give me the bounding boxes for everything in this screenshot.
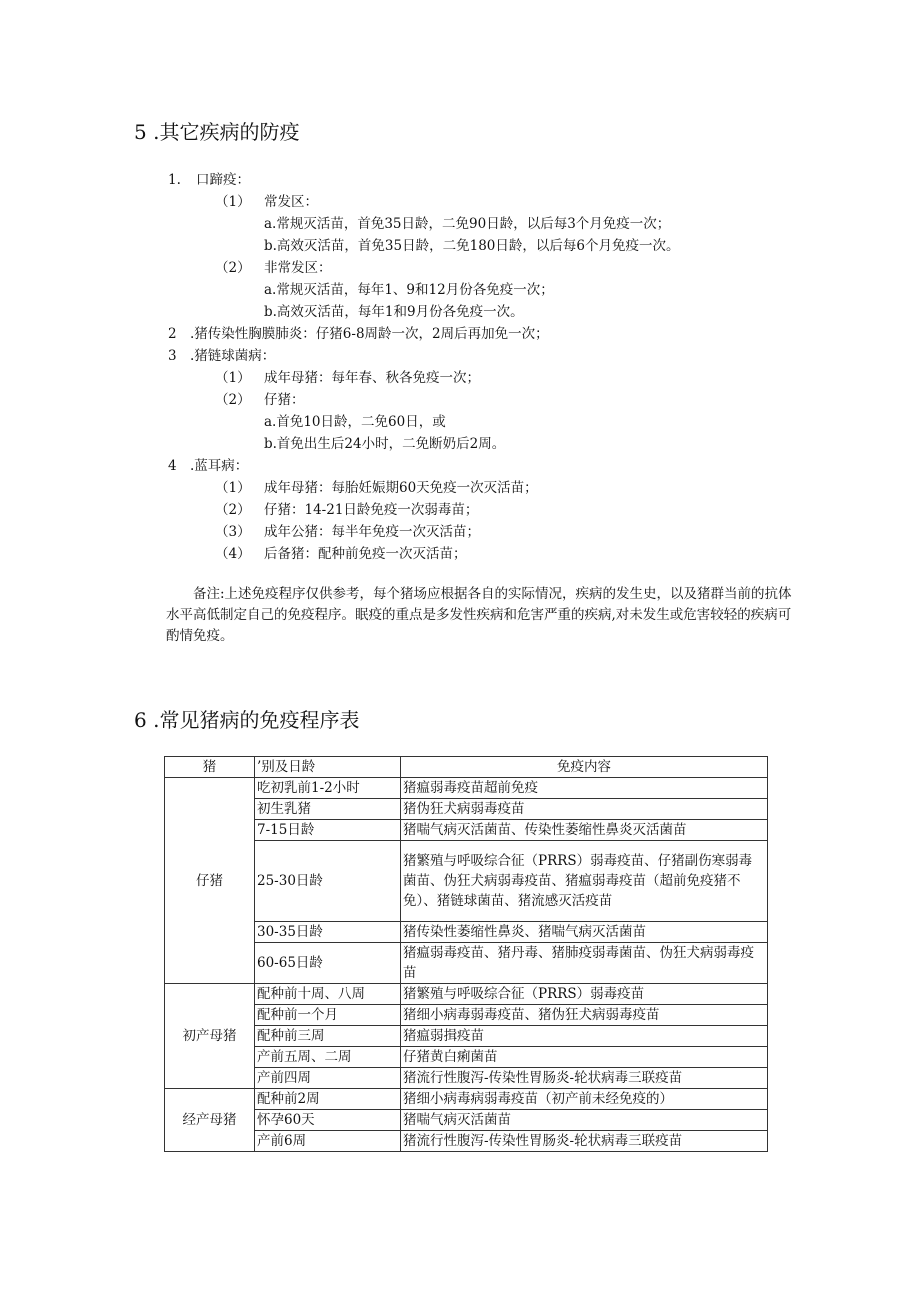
item-1-sub-2-label: 非常发区： (264, 260, 332, 276)
item-1-sub-1-line-b: b.高效灭活苗，首免35日龄，二免180日龄，以后每6个月免疫一次。 (264, 238, 680, 254)
table-row (165, 820, 768, 841)
item-4-number: 4 (168, 458, 177, 474)
table-row (165, 1068, 768, 1089)
table-row (165, 984, 768, 1005)
content-cell: 猪瘟弱毒疫苗超前免疫 (401, 778, 768, 799)
age-cell: 吃初乳前1-2小时 (255, 778, 401, 799)
section-5-title: 5 .其它疾病的防疫 (134, 120, 300, 144)
content-cell: 猪瘟弱毒疫苗、猪丹毒、猪肺疫弱毒菌苗、伪狂犬病弱毒疫苗 (401, 943, 768, 984)
age-cell: 配种前三周 (255, 1026, 401, 1047)
item-4-label: .蓝耳病： (190, 458, 249, 474)
group-sow: 经产母猪 (165, 1089, 255, 1152)
table-row (165, 1026, 768, 1047)
content-cell: 猪流行性腹泻-传染性胃肠炎-轮状病毒三联疫苗 (401, 1131, 768, 1152)
age-cell: 60-65日龄 (255, 943, 401, 984)
table-row (165, 922, 768, 943)
item-3-label: .猪链球菌病： (190, 348, 276, 364)
content-cell: 猪瘟弱揖疫苗 (401, 1026, 768, 1047)
item-2-number: 2 (168, 326, 177, 342)
table-row (165, 1110, 768, 1131)
group-gilt: 初产母猪 (165, 984, 255, 1089)
table-row (165, 1005, 768, 1026)
content-cell: 猪传染性萎缩性鼻炎、猪喘气病灭活菌苗 (401, 922, 768, 943)
age-cell: 配种前2周 (255, 1089, 401, 1110)
age-cell: 30-35日龄 (255, 922, 401, 943)
age-cell: 配种前一个月 (255, 1005, 401, 1026)
content-cell: 猪细小病毒弱毒疫苗、猪伪狂犬病弱毒疫苗 (401, 1005, 768, 1026)
table-row (165, 778, 768, 799)
section-6-title: 6 .常见猪病的免疫程序表 (134, 708, 360, 732)
item-3-sub-2-line-b: b.首免出生后24小时，二免断奶后2周。 (264, 436, 506, 452)
item-1-sub-2-number: （2） (215, 260, 251, 276)
content-cell: 猪流行性腹泻-传染性胃肠炎-轮状病毒三联疫苗 (401, 1068, 768, 1089)
item-3-sub-1-label: 成年母猪：每年春、秋各免疫一次； (264, 370, 480, 386)
age-cell: 产前五周、二周 (255, 1047, 401, 1068)
table-row (165, 841, 768, 922)
item-1-sub-1-line-a: a.常规灭活苗，首免35日龄，二免90日龄，以后每3个月免疫一次； (264, 216, 671, 232)
item-4-sub-1-number: （1） (215, 480, 251, 496)
age-cell: 25-30日龄 (255, 841, 401, 922)
age-cell: 产前6周 (255, 1131, 401, 1152)
table-row (165, 1047, 768, 1068)
item-2-label: .猪传染性胸膜肺炎：仔猪6-8周龄一次，2周后再加免一次； (190, 326, 549, 342)
item-3-sub-2-label: 仔猪： (264, 392, 305, 408)
item-1-number: 1. (168, 172, 181, 188)
item-4-sub-3-label: 成年公猪：每半年免疫一次灭活苗； (264, 524, 480, 540)
group-piglet: 仔猪 (165, 778, 255, 984)
age-cell: 初生乳猪 (255, 799, 401, 820)
item-4-sub-4-label: 后备猪：配种前免疫一次灭活苗； (264, 546, 467, 562)
age-cell: 配种前十周、八周 (255, 984, 401, 1005)
item-3-sub-2-line-a: a.首免10日龄，二免60日，或 (264, 414, 446, 430)
header-content: 免疫内容 (401, 757, 768, 778)
item-1-sub-2-line-b: b.高效灭活苗，每年1和9月份各免疫一次。 (264, 304, 524, 320)
age-cell: 怀孕60天 (255, 1110, 401, 1131)
item-4-sub-3-number: （3） (215, 524, 251, 540)
content-cell: 猪细小病毒病弱毒疫苗（初产前未经免疫的） (401, 1089, 768, 1110)
table-row (165, 943, 768, 984)
table-header-row (165, 757, 768, 778)
item-3-sub-1-number: （1） (215, 370, 251, 386)
header-age: ’别及日龄 (255, 757, 401, 778)
item-4-sub-1-label: 成年母猪：每胎妊娠期60天免疫一次灭活苗； (264, 480, 538, 496)
item-1-sub-1-number: （1） (215, 194, 251, 210)
item-3-sub-2-number: （2） (215, 392, 251, 408)
content-cell: 仔猪黄白痢菌苗 (401, 1047, 768, 1068)
content-cell: 猪喘气病灭活菌苗、传染性萎缩性鼻炎灭活菌苗 (401, 820, 768, 841)
item-4-sub-4-number: （4） (215, 546, 251, 562)
item-1-sub-1-label: 常发区： (264, 194, 318, 210)
item-4-sub-2-number: （2） (215, 502, 251, 518)
age-cell: 7-15日龄 (255, 820, 401, 841)
immunization-table (164, 756, 768, 1152)
content-cell: 猪繁殖与呼吸综合征（PRRS）弱毒疫苗 (401, 984, 768, 1005)
content-cell: 猪喘气病灭活菌苗 (401, 1110, 768, 1131)
table-row (165, 1089, 768, 1110)
content-cell: 猪繁殖与呼吸综合征（PRRS）弱毒疫苗、仔猪副伤寒弱毒菌苗、伪狂犬病弱毒疫苗、猪瘟弱毒疫苗（超前免疫猪不免）、猪链球菌苗、猪流感灭活疫苗 (401, 841, 768, 922)
item-4-sub-2-label: 仔猪：14-21日龄免疫一次弱毒苗； (264, 502, 479, 518)
age-cell: 产前四周 (255, 1068, 401, 1089)
content-cell: 猪伪狂犬病弱毒疫苗 (401, 799, 768, 820)
item-3-number: 3 (168, 348, 177, 364)
item-1-label: 口蹄疫： (196, 172, 250, 188)
table-row (165, 1131, 768, 1152)
table-row (165, 799, 768, 820)
item-1-sub-2-line-a: a.常规灭活苗，每年1、9和12月份各免疫一次； (264, 282, 554, 298)
note-paragraph: 备注:上述免疫程序仅供参考，每个猪场应根据各自的实际情况，疾病的发生史，以及猪群当前的抗体水平高低制定自己的免疫程序。眠疫的重点是多发性疾病和危害严重的疾病,对未发生或危害较轻的疾病可酌情免疫。 (166, 586, 792, 644)
header-pig: 猪 (165, 757, 255, 778)
